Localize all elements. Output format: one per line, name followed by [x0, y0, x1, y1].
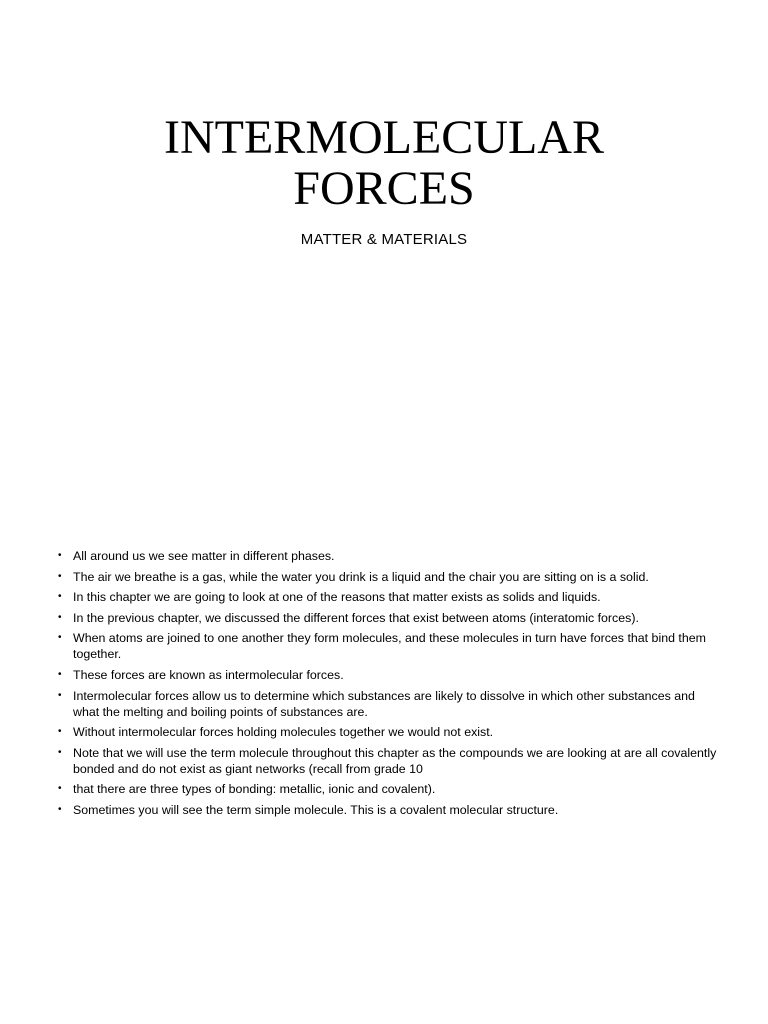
list-item-text: Note that we will use the term molecule throughout this chapter as the compounds we are looking at are all covalently bonded and do not exist as giant networks (recall from grade 10 — [73, 745, 717, 776]
bullet-icon: • — [58, 783, 62, 795]
list-item — [58, 688, 718, 720]
list-item-text: In this chapter we are going to look at one of the reasons that matter exists as solids and liquids. — [73, 590, 601, 605]
bullet-icon: • — [58, 746, 62, 758]
page-title — [0, 112, 768, 214]
list-item-text: Intermolecular forces allow us to determine which substances are likely to dissolve in which other substances and what the melting and boiling points of substances are. — [73, 688, 695, 719]
bullet-icon: • — [58, 570, 62, 582]
list-item-text: Sometimes you will see the term simple molecule. This is a covalent molecular structure. — [73, 802, 559, 817]
title-line-2: FORCES — [293, 162, 475, 215]
bullet-icon: • — [58, 550, 62, 561]
bullet-icon: • — [58, 803, 62, 815]
bullet-icon: • — [58, 611, 62, 623]
bullet-icon: • — [58, 689, 62, 701]
list-item-text: In the previous chapter, we discussed the different forces that exist between atoms (interatomic forces). — [73, 610, 639, 625]
list-item-text: The air we breathe is a gas, while the water you drink is a liquid and the chair you are sitting on is a solid. — [73, 569, 649, 584]
list-item-text: All around us we see matter in different phases. — [73, 549, 335, 563]
list-item — [58, 724, 718, 740]
bullet-list — [58, 548, 718, 823]
list-item — [58, 548, 718, 564]
list-item — [58, 802, 718, 818]
list-item-text: When atoms are joined to one another they form molecules, and these molecules in turn have forces that bind them together. — [73, 631, 706, 662]
title-line-1: INTERMOLECULAR — [164, 111, 604, 164]
list-item-text: These forces are known as intermolecular forces. — [73, 667, 344, 682]
list-item — [58, 630, 718, 662]
title-block — [0, 112, 768, 248]
list-item — [58, 569, 718, 585]
list-item — [58, 781, 718, 797]
bullet-icon: • — [58, 668, 62, 680]
list-item — [58, 589, 718, 605]
page-subtitle: MATTER & MATERIALS — [300, 231, 468, 248]
list-item — [58, 667, 718, 683]
list-item — [58, 745, 718, 777]
list-item-text: Without intermolecular forces holding molecules together we would not exist. — [73, 725, 494, 740]
list-item-text: that there are three types of bonding: metallic, ionic and covalent). — [73, 782, 436, 797]
list-item — [58, 610, 718, 626]
bullet-icon: • — [58, 726, 62, 738]
bullet-icon: • — [58, 632, 62, 644]
bullet-icon: • — [58, 591, 62, 603]
